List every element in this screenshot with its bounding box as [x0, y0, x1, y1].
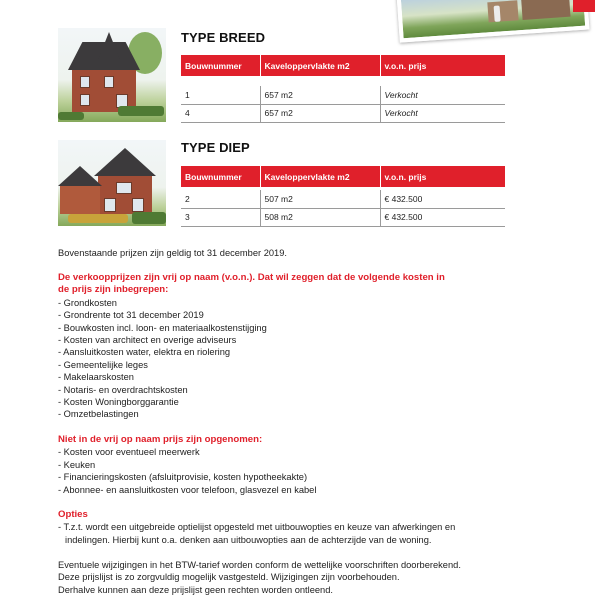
options-heading: Opties	[58, 509, 88, 520]
excluded-section	[58, 434, 538, 496]
disclaimer-line: Derhalve kunnen aan deze prijslijst geen rechten worden ontleend.	[58, 584, 333, 595]
disclaimer-line: Eventuele wijzigingen in het BTW-tarief worden conform de wettelijke voorschriften doorberekend.	[58, 560, 461, 570]
included-section	[58, 272, 538, 421]
list-item: - Grondkosten	[58, 297, 117, 308]
cell-kavel: 507 m2	[260, 190, 380, 208]
list-item: - Kosten van architect en overige adviseurs	[58, 335, 237, 346]
house-photo-breed	[58, 28, 166, 122]
table-row	[181, 190, 505, 208]
list-item: - Kosten Woningborggarantie	[58, 397, 179, 408]
header-bouwnummer: Bouwnummer	[181, 55, 260, 76]
house-photo-diep	[58, 140, 166, 226]
table-row	[181, 86, 505, 104]
list-item: - Financieringskosten (afsluitprovisie, kosten hypotheekakte)	[58, 472, 308, 483]
type-diep-title: TYPE DIEP	[181, 140, 250, 155]
cell-prijs: € 432.500	[380, 208, 505, 226]
cell-kavel: 657 m2	[260, 104, 380, 122]
header-kaveloppervlakte: Kaveloppervlakte m2	[260, 55, 380, 76]
price-table-breed	[181, 55, 505, 123]
cell-bouwnummer: 1	[181, 86, 260, 104]
options-line2: indelingen. Hierbij kunt o.a. denken aan uitbouwopties aan de achterzijde van de woning.	[65, 534, 432, 545]
list-item: - Omzetbelastingen	[58, 409, 139, 420]
table-row	[181, 104, 505, 122]
cell-bouwnummer: 2	[181, 190, 260, 208]
list-item: - Kosten voor eventueel meerwerk	[58, 447, 200, 458]
header-bouwnummer: Bouwnummer	[181, 166, 260, 187]
included-heading-line2: de prijs zijn inbegrepen:	[58, 284, 169, 296]
list-item: - Makelaarskosten	[58, 372, 134, 383]
list-item: - Grondrente tot 31 december 2019	[58, 310, 204, 321]
list-item: - Notaris- en overdrachtskosten	[58, 384, 188, 395]
brand-ribbon	[573, 0, 595, 12]
header-von-prijs: v.o.n. prijs	[380, 166, 505, 187]
type-breed-title: TYPE BREED	[181, 30, 266, 45]
disclaimer-line: Deze prijslijst is zo zorgvuldig mogelijk vastgesteld. Wijzigingen zijn voorbehouden.	[58, 572, 400, 583]
cell-kavel: 657 m2	[260, 86, 380, 104]
included-heading-line1: De verkoopprijzen zijn vrij op naam (v.o.n.). Dat wil zeggen dat de volgende kosten in	[58, 272, 445, 283]
list-item: - Aansluitkosten water, elektra en riolering	[58, 347, 231, 358]
list-item: - Gemeentelijke leges	[58, 359, 148, 370]
list-item: - Bouwkosten incl. loon- en materiaalkostenstijging	[58, 322, 267, 333]
cell-bouwnummer: 3	[181, 208, 260, 226]
header-von-prijs: v.o.n. prijs	[380, 55, 505, 76]
table-row	[181, 208, 505, 226]
cell-prijs: € 432.500	[380, 190, 505, 208]
header-photo	[397, 0, 590, 43]
cell-kavel: 508 m2	[260, 208, 380, 226]
list-item: - Keuken	[58, 459, 96, 470]
excluded-heading: Niet in de vrij op naam prijs zijn opgenomen:	[58, 434, 263, 445]
cell-prijs: Verkocht	[380, 86, 505, 104]
disclaimer-section	[58, 559, 538, 596]
list-item: - Abonnee- en aansluitkosten voor telefoon, glasvezel en kabel	[58, 484, 317, 495]
cell-bouwnummer: 4	[181, 104, 260, 122]
price-table-diep	[181, 166, 505, 227]
options-section	[58, 509, 538, 546]
header-kaveloppervlakte: Kaveloppervlakte m2	[260, 166, 380, 187]
cell-prijs: Verkocht	[380, 104, 505, 122]
options-line1: - T.z.t. wordt een uitgebreide optielijst opgesteld met uitbouwopties en keuze van afwerkingen en	[58, 522, 456, 533]
validity-note: Bovenstaande prijzen zijn geldig tot 31 december 2019.	[58, 248, 287, 258]
